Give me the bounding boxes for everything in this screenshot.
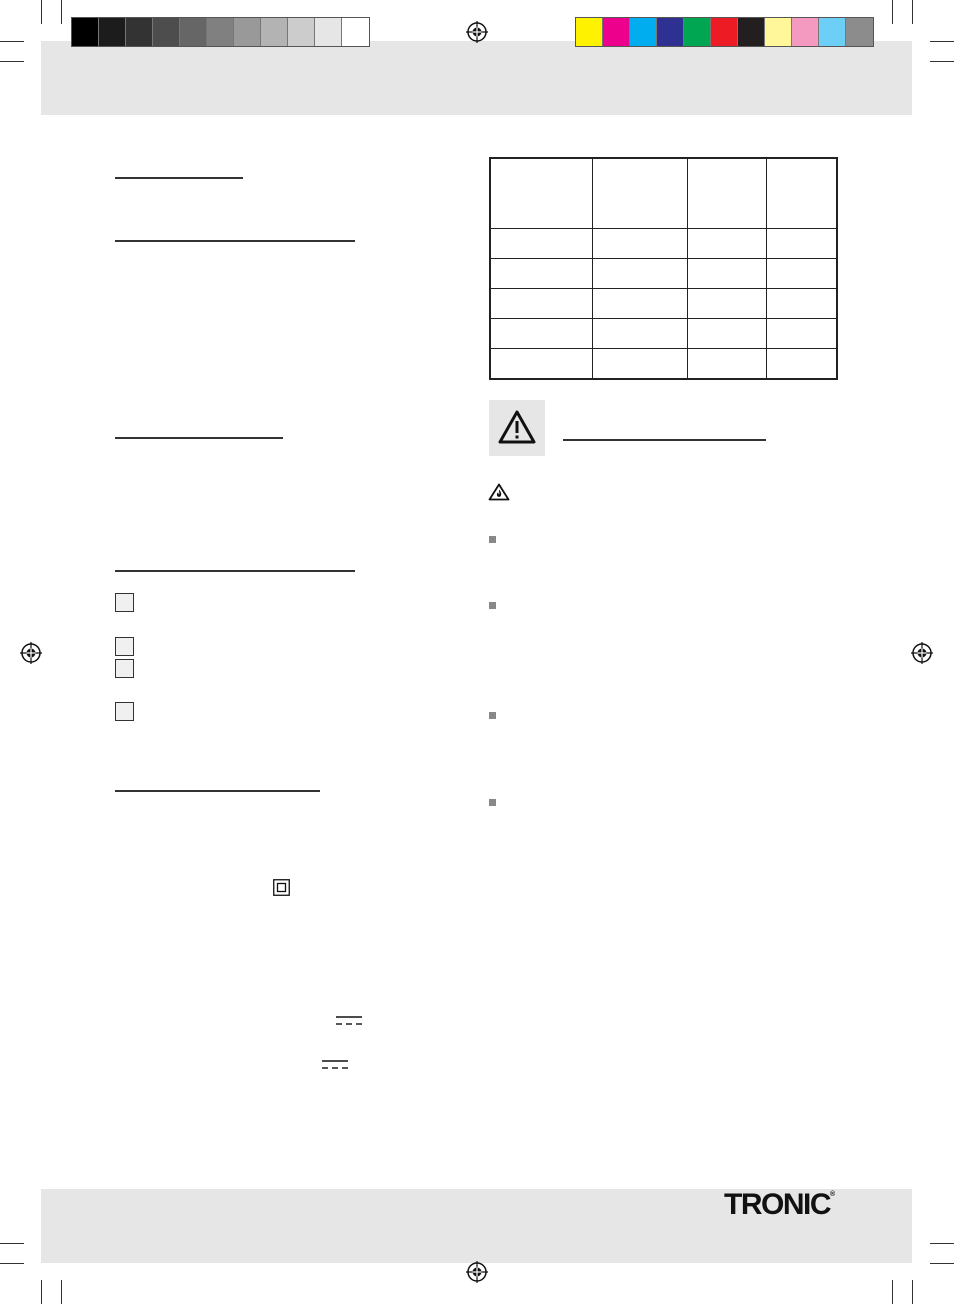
crop-mark — [0, 41, 24, 42]
table-cell — [766, 319, 837, 349]
section-heading-rule — [115, 240, 355, 242]
color-swatch — [765, 18, 792, 46]
crop-mark — [0, 1263, 24, 1264]
table-cell — [688, 289, 767, 319]
crop-mark — [892, 0, 893, 24]
table-cell — [592, 289, 687, 319]
grayscale-calibration-bar — [71, 17, 370, 47]
table-cell — [490, 289, 592, 319]
table-row — [490, 289, 837, 319]
table-cell — [688, 349, 767, 380]
crop-mark — [41, 1280, 42, 1304]
warning-triangle-icon — [497, 409, 537, 445]
table-cell — [688, 319, 767, 349]
brand-logo — [724, 1188, 835, 1222]
list-bullet — [489, 712, 496, 719]
section-heading-rule — [115, 177, 243, 179]
color-swatch — [126, 18, 153, 46]
registration-mark-icon — [20, 642, 42, 664]
color-swatch — [234, 18, 261, 46]
part-number-box — [115, 593, 134, 612]
crop-mark — [930, 1263, 954, 1264]
table-header-cell — [490, 158, 592, 229]
table-row — [490, 259, 837, 289]
crop-mark — [61, 1280, 62, 1304]
color-swatch — [342, 18, 369, 46]
table-header-cell — [766, 158, 837, 229]
color-swatch — [576, 18, 603, 46]
table-header-cell — [592, 158, 687, 229]
table-cell — [766, 289, 837, 319]
crop-mark — [61, 0, 62, 24]
list-bullet — [489, 536, 496, 543]
crop-mark — [912, 1280, 913, 1304]
color-swatch — [603, 18, 630, 46]
crop-mark — [892, 1280, 893, 1304]
table-cell — [766, 259, 837, 289]
warning-tile — [489, 400, 545, 456]
protection-class-ii-icon — [273, 879, 290, 896]
crop-mark — [930, 41, 954, 42]
table-row — [490, 319, 837, 349]
table-cell — [592, 229, 687, 259]
table-cell — [592, 319, 687, 349]
color-swatch — [99, 18, 126, 46]
direct-current-icon — [321, 1059, 349, 1071]
color-swatch — [153, 18, 180, 46]
table-row — [490, 349, 837, 380]
section-heading-rule — [115, 570, 355, 572]
table-header-cell — [688, 158, 767, 229]
section-heading-rule — [563, 439, 766, 441]
registration-mark-icon — [466, 1261, 488, 1283]
crop-mark — [930, 61, 954, 62]
color-swatch — [288, 18, 315, 46]
color-swatch — [738, 18, 765, 46]
crop-mark — [41, 0, 42, 24]
registration-mark-icon — [911, 642, 933, 664]
crop-mark — [0, 1243, 24, 1244]
brand-name: TRONIC — [724, 1188, 830, 1221]
table-cell — [490, 349, 592, 380]
part-number-box — [115, 702, 134, 721]
part-number-box — [115, 659, 134, 678]
color-swatch — [72, 18, 99, 46]
table-cell — [688, 259, 767, 289]
registration-mark-icon — [466, 21, 488, 43]
color-swatch — [819, 18, 846, 46]
table-cell — [766, 229, 837, 259]
registered-mark: ® — [830, 1191, 836, 1198]
table-cell — [490, 319, 592, 349]
table-cell — [592, 259, 687, 289]
table-cell — [688, 229, 767, 259]
section-heading-rule — [115, 790, 320, 792]
spec-table — [489, 157, 838, 380]
table-cell — [490, 259, 592, 289]
table-cell — [766, 349, 837, 380]
color-calibration-bar — [575, 17, 874, 47]
color-swatch — [792, 18, 819, 46]
crop-mark — [912, 0, 913, 24]
color-swatch — [711, 18, 738, 46]
table-row — [490, 229, 837, 259]
color-swatch — [261, 18, 288, 46]
flame-warning-icon — [488, 483, 510, 501]
table-cell — [490, 229, 592, 259]
direct-current-icon — [335, 1015, 363, 1027]
list-bullet — [489, 799, 496, 806]
color-swatch — [630, 18, 657, 46]
color-swatch — [657, 18, 684, 46]
table-header-row — [490, 158, 837, 229]
section-heading-rule — [115, 437, 283, 439]
color-swatch — [684, 18, 711, 46]
part-number-box — [115, 637, 134, 656]
list-bullet — [489, 602, 496, 609]
color-swatch — [207, 18, 234, 46]
crop-mark — [930, 1243, 954, 1244]
header-band — [41, 41, 912, 115]
color-swatch — [315, 18, 342, 46]
color-swatch — [180, 18, 207, 46]
color-swatch — [846, 18, 873, 46]
table-cell — [592, 349, 687, 380]
crop-mark — [0, 61, 24, 62]
